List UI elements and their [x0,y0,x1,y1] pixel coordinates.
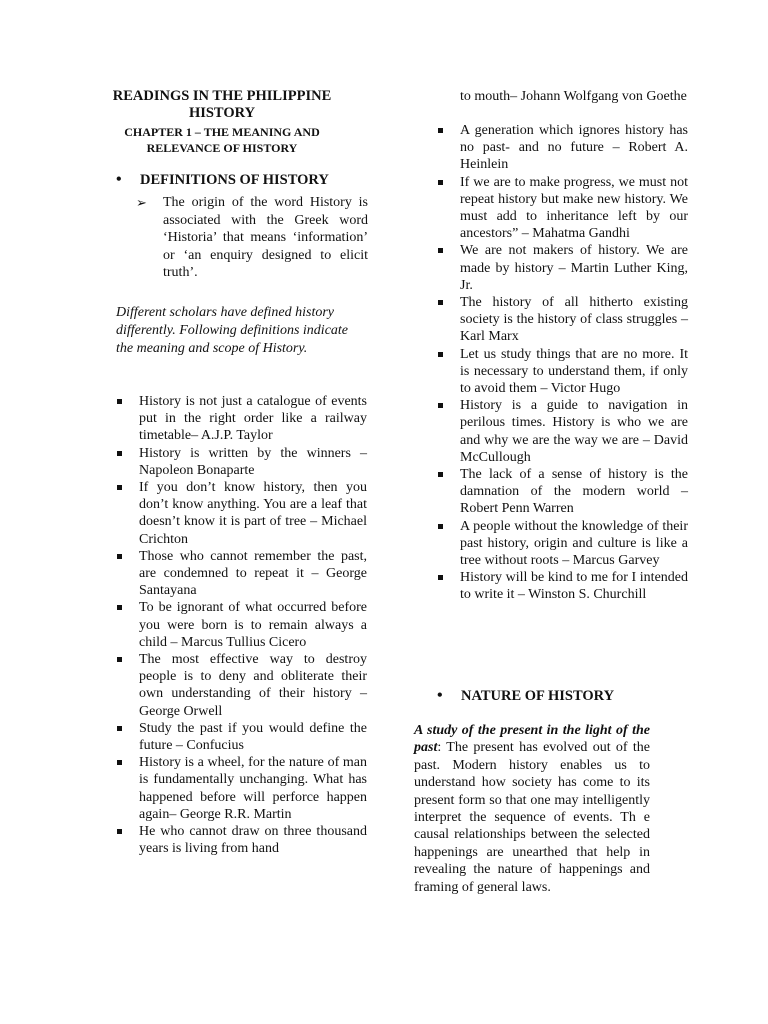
square-bullet-icon [117,399,122,404]
quote-item [116,651,367,720]
quote-item [116,720,367,754]
square-bullet-icon [117,554,122,559]
document-title: READINGS IN THE PHILIPPINE HISTORY [112,88,332,121]
square-bullet-icon [117,726,122,731]
quote-text: To be ignorant of what occurred before you were born is to remain always a child – Marcus Tullius Cicero [139,600,367,650]
quote-item [116,548,367,600]
arrow-bullet-icon: ➢ [136,195,147,210]
square-bullet-icon [438,472,443,477]
square-bullet-icon [438,352,443,357]
quote-item [437,294,688,346]
nature-body: : The present has evolved out of the past. Modern history enables us to understand how society has come to its present form so that one may intelligently interpret the sequence of events. Th e causal relationships between the selected happenings are unearthed that help in revealing the nature of happenings and framing of general laws. [414,740,650,895]
quote-text: A generation which ignores history has no past- and no future – Robert A. Heinlein [460,123,688,173]
square-bullet-icon [438,524,443,529]
quote-text: Study the past if you would define the future – Confucius [139,720,367,754]
quote-item [437,466,688,518]
quote-item [116,393,367,445]
square-bullet-icon [438,248,443,253]
square-bullet-icon [438,180,443,185]
square-bullet-icon [117,451,122,456]
quote-text: History will be kind to me for I intended to write it – Winston S. Churchill [460,570,688,603]
quote-item [437,242,688,294]
bullet-icon: • [116,171,122,188]
square-bullet-icon [438,300,443,305]
chapter-title: CHAPTER 1 – THE MEANING AND RELEVANCE OF HISTORY [124,125,320,155]
quote-item [116,823,367,857]
square-bullet-icon [438,403,443,408]
quote-text: History is not just a catalogue of events put in the right order like a railway timetable– A.J.P. Taylor [139,394,367,444]
quote-item [437,122,688,174]
quote-item [116,599,367,651]
quote-item [116,479,367,548]
quote-text: History is a wheel, for the nature of man is fundamentally unchanging. What has happened before will perforce happen again– George R.R. Martin [139,755,367,822]
square-bullet-icon [117,605,122,610]
quote-item [437,518,688,570]
nature-lead: A study of the present in the light of the past [414,723,650,756]
quote-item [116,445,367,479]
square-bullet-icon [438,128,443,133]
square-bullet-icon [438,575,443,580]
square-bullet-icon [117,829,122,834]
quote-text: Those who cannot remember the past, are condemned to repeat it – George Santayana [139,548,367,599]
square-bullet-icon [117,485,122,490]
quote-item [437,569,688,603]
quote-text: History is a guide to navigation in perilous times. History is who we are and why we are the way we are – David McCullough [460,398,688,465]
nature-paragraph [414,722,650,896]
square-bullet-icon [117,760,122,765]
quote-continuation: to mouth– Johann Wolfgang von Goethe [460,89,687,104]
quote-text: If we are to make progress, we must not repeat history but make new history. We must add to inheritance left by our ancestors” – Mahatma Gandhi [460,174,688,242]
quote-text: A people without the knowledge of their past history, origin and culture is like a tree without roots – Marcus Garvey [460,518,688,569]
quotes-list-right [437,122,688,604]
quote-text: The lack of a sense of history is the damnation of the modern world – Robert Penn Warren [460,467,688,517]
quote-item [437,346,688,398]
square-bullet-icon [117,657,122,662]
quote-text: We are not makers of history. We are made by history – Martin Luther King, Jr. [460,243,688,293]
bullet-icon: • [437,687,443,704]
quote-text: The most effective way to destroy people is to deny and obliterate their own understanding of their history – George Orwell [139,652,367,719]
quotes-list-left [116,393,367,857]
quote-item [437,397,688,466]
quote-text: If you don’t know history, then you don’t know anything. You are a leaf that doesn’t know it is part of tree – Michael Crichton [139,480,367,547]
origin-paragraph: ➢ The origin of the word History is associated with the Greek word ‘Historia’ that means ‘information’ or ‘an enquiry designed to elicit truth’. [136,195,368,280]
intro-paragraph: Different scholars have defined history differently. Following definitions indicate the meaning and scope of History. [116,305,349,356]
quote-text: He who cannot draw on three thousand years is living from hand [139,824,367,857]
quote-item [116,754,367,823]
quote-text: History is written by the winners – Napoleon Bonaparte [139,445,367,478]
quote-text: Let us study things that are no more. It is necessary to understand them, if only to avoid them – Victor Hugo [460,346,688,397]
quote-item [437,174,688,243]
quote-text: The history of all hitherto existing society is the history of class struggles – Karl Marx [460,295,688,345]
